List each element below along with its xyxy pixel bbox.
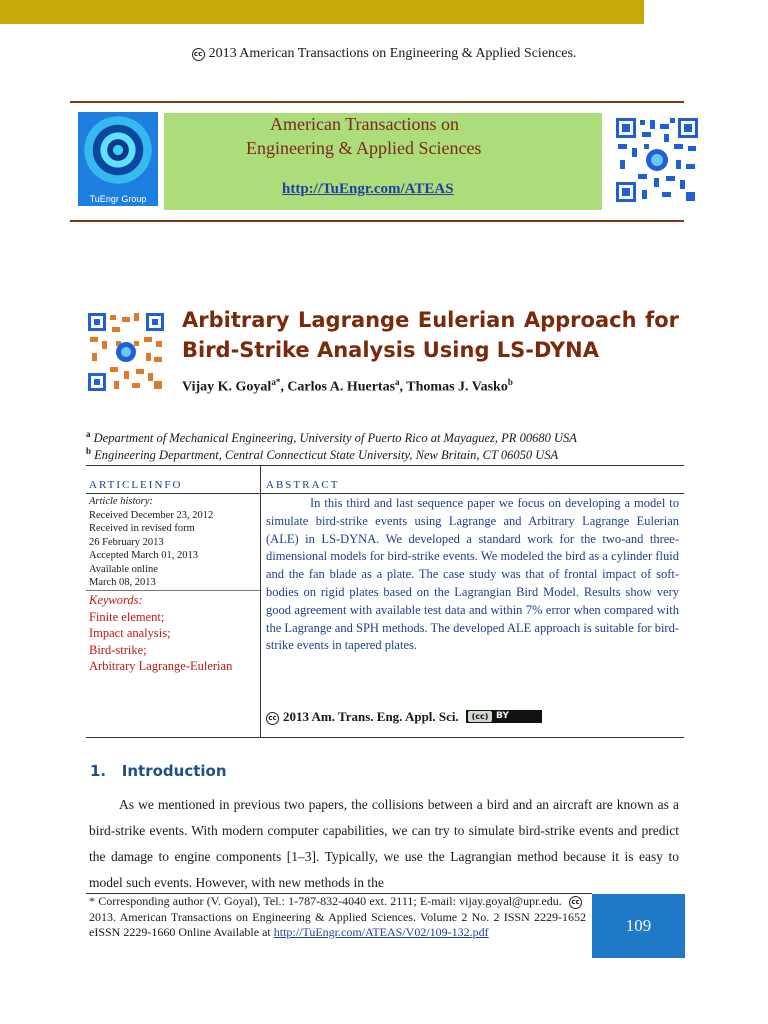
banner-top-rule — [70, 101, 684, 103]
tuengr-logo — [78, 112, 158, 206]
article-pdf-link[interactable]: http://TuEngr.com/ATEAS/V02/109-132.pdf — [273, 925, 489, 939]
cc-by-license-badge: (cc) BY — [466, 710, 542, 723]
footnote — [89, 894, 586, 941]
keyword-item: Finite element; — [89, 609, 165, 624]
logo-text: TuEngr Group — [89, 194, 147, 204]
top-color-bar — [0, 0, 644, 24]
introduction-heading: 1. Introduction — [90, 762, 227, 780]
wheel-icon — [84, 116, 152, 184]
journal-name-line1: American Transactions on — [270, 114, 459, 134]
footnote-copyright: 2013. American Transactions on Engineering & Applied Sciences. — [89, 909, 416, 924]
cc-icon: cc — [266, 712, 279, 725]
keywords-block — [89, 592, 257, 675]
keyword-item: Arbitrary Lagrange-Eulerian — [89, 659, 233, 673]
author-affiliation-mark: a* — [271, 377, 281, 387]
article-history — [89, 495, 257, 590]
info-bottom-rule — [86, 737, 684, 738]
keywords-label: Keywords: — [89, 593, 143, 607]
cc-icon: cc — [569, 896, 582, 909]
page-number: 109 — [592, 894, 685, 958]
footnote-volume: Volume 2 No. 2 ISSN 2229-1652 eISSN 2229-1660 Online Available at — [89, 909, 586, 939]
history-label: Article history: — [89, 496, 153, 507]
banner-bottom-rule — [70, 220, 684, 222]
article-qr-code-icon — [86, 311, 166, 393]
info-top-rule — [86, 465, 684, 466]
article-title: Arbitrary Lagrange Eulerian Approach for Bird-Strike Analysis Using LS-DYNA — [182, 308, 679, 362]
abstract-text: In this third and last sequence paper we focus on developing a model to simulate bird-strike events using Lagrange and Arbitrary Lagrange Eulerian (ALE) in LS-DYNA. We developed a standard work for the two-and three-dimensional models for bird-strike events. We modeled the bird as a cylinder fluid and the fan blade as a plate. The case study was that of frontal impact of soft-bodies on rigid plates based on the Lagrangian Bird Model. Results show very good agreement with available test data and within 7% error when compared with the Lagrange and SPH methods. The developed ALE approach is suitable for bird-strike events in tapered plates. — [266, 496, 679, 653]
author-affiliation-mark: b — [507, 377, 513, 387]
author-list: Vijay K. Goyal$^{a*}$, Carlos A. Huertas$^a$, Thomas J. Vasko$^b$ — [182, 377, 513, 395]
abstract-copyright: cc 2013 Am. Trans. Eng. Appl. Sci. (cc) BY — [266, 709, 542, 725]
author-name: Carlos A. Huertas — [287, 379, 396, 395]
info-column-divider — [260, 465, 261, 737]
author-affiliation-mark: a — [395, 377, 400, 387]
keyword-item: Impact analysis; — [89, 626, 171, 640]
abstract-heading: ABSTRACT — [266, 479, 340, 491]
cc-icon: cc — [192, 48, 205, 61]
keywords-divider — [86, 590, 260, 591]
history-item: Accepted March 01, 2013 — [89, 550, 199, 561]
corresponding-author: * Corresponding author (V. Goyal), Tel.: 1-787-832-4040 ext. 2111; E-mail: vijay.goyal@upr.edu. — [89, 894, 562, 908]
history-item: Available online — [89, 563, 158, 575]
keyword-item: Bird-strike; — [89, 642, 147, 657]
history-item: Received in revised form — [89, 523, 195, 534]
journal-url-link[interactable]: http://TuEngr.com/ATEAS — [282, 181, 454, 197]
author-name: Vijay K. Goyal — [182, 379, 272, 395]
history-item: 26 February 2013 — [89, 536, 164, 548]
header-copyright: cc 2013 American Transactions on Engineering & Applied Sciences. — [0, 46, 768, 62]
info-header-rule — [86, 493, 684, 494]
introduction-text: As we mentioned in previous two papers, the collisions between a bird and an aircraft are known as a bird-strike events. With modern computer capabilities, we can try to simulate bird-strike events and predict the damage to engine components [1–3]. Typically, we use the Lagrangian method because it is easy to model such events. However, with new methods in the — [89, 797, 679, 890]
article-info-heading: ARTICLEINFO — [89, 479, 183, 491]
author-name: Thomas J. Vasko — [406, 379, 508, 395]
qr-code-icon — [614, 116, 700, 204]
journal-banner — [164, 113, 602, 210]
journal-name-line2: Engineering & Applied Sciences — [246, 138, 482, 158]
history-item: Received December 23, 2012 — [89, 509, 214, 521]
affiliation-b: $^b$ Engineering Department, Central Connecticut State University, New Britain, CT 06050 USA — [86, 446, 559, 463]
history-item: March 08, 2013 — [89, 577, 156, 588]
affiliation-a: $^a$ Department of Mechanical Engineering, University of Puerto Rico at Mayaguez, PR 00680 USA — [86, 429, 577, 446]
